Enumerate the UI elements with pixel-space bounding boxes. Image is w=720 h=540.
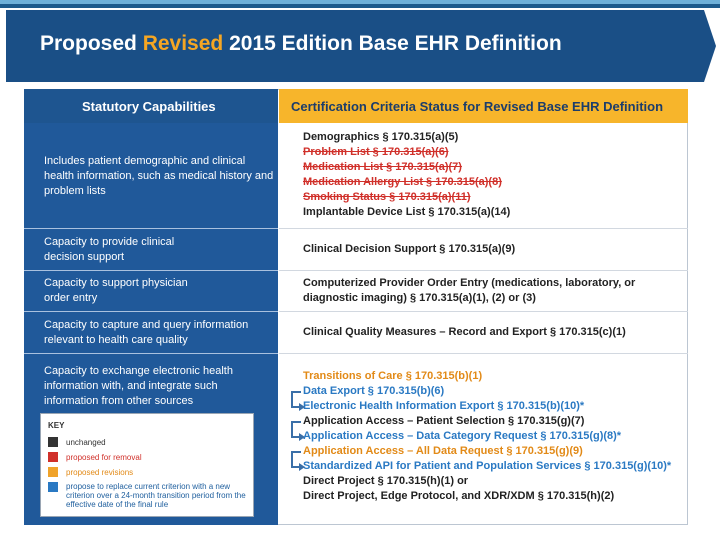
capability-health-information: Includes patient demographic and clinical health information, such as medical history and problem lists — [44, 155, 274, 197]
replacement-bracket — [291, 391, 293, 407]
criterion-app-access-data-category: Application Access – Data Category Request § 170.315(g)(8)* — [303, 430, 622, 442]
criterion-smoking-status: Smoking Status § 170.315(a)(11) — [303, 191, 471, 203]
row-divider — [279, 270, 688, 271]
replacement-arrow-icon — [299, 463, 305, 471]
criterion-cpoe: Computerized Provider Order Entry (medications, laboratory, or diagnostic imaging) § 170.315(a)(1), (2) or (3) — [303, 277, 636, 304]
criterion-app-access-all-data: Application Access – All Data Request § 170.315(g)(9) — [303, 445, 583, 457]
criterion-data-export: Data Export § 170.315(b)(6) — [303, 385, 445, 397]
legend-label-removal: proposed for removal — [66, 453, 142, 462]
criterion-app-access-patient-selection: Application Access – Patient Selection § 170.315(g)(7) — [303, 415, 585, 427]
replacement-arrow-icon — [299, 433, 305, 441]
capability-health-care-quality: Capacity to capture and query information relevant to health care quality — [44, 319, 249, 346]
capabilities-header: Statutory Capabilities — [82, 99, 216, 114]
replacement-arrow-icon — [299, 403, 305, 411]
title-prefix: Proposed — [40, 32, 137, 55]
replacement-bracket — [291, 421, 293, 437]
legend-swatch-revisions — [48, 467, 58, 477]
replacement-bracket — [291, 451, 293, 467]
legend-swatch-unchanged — [48, 437, 58, 447]
criterion-direct-project: Direct Project § 170.315(h)(1) or — [303, 475, 469, 487]
criterion-clinical-decision-support: Clinical Decision Support § 170.315(a)(9) — [303, 243, 516, 255]
row-divider — [24, 228, 278, 229]
capability-exchange-information: Capacity to exchange electronic health information with, and integrate such information from other sources — [44, 365, 233, 407]
capability-order-entry: Capacity to support physician order entry — [44, 277, 188, 304]
header-arrow-shape — [704, 10, 716, 82]
criterion-transitions-of-care: Transitions of Care § 170.315(b)(1) — [303, 370, 483, 382]
capability-clinical-decision-support: Capacity to provide clinical decision support — [44, 236, 175, 263]
replacement-bracket-top — [291, 391, 301, 393]
criterion-standardized-api: Standardized API for Patient and Population Services § 170.315(g)(10)* — [303, 460, 672, 472]
criteria-header: Certification Criteria Status for Revised Base EHR Definition — [291, 99, 664, 114]
legend-label-replace: propose to replace current criterion with a new criterion over a 24-month transition period from the effective date of the final rule — [66, 482, 246, 509]
row-divider — [24, 270, 278, 271]
criterion-demographics: Demographics § 170.315(a)(5) — [303, 131, 459, 143]
criterion-medication-allergy-list: Medication Allergy List § 170.315(a)(8) — [303, 176, 502, 188]
legend-label-unchanged: unchanged — [66, 438, 106, 447]
row-divider — [279, 228, 688, 229]
criterion-implantable-device-list: Implantable Device List § 170.315(a)(14) — [303, 206, 511, 218]
legend-label-revisions: proposed revisions — [66, 468, 134, 477]
slide-title — [40, 32, 562, 56]
criterion-ehi-export: Electronic Health Information Export § 170.315(b)(10)* — [303, 400, 585, 412]
row-divider — [279, 311, 688, 312]
top-decorative-highlight — [0, 0, 720, 4]
criterion-direct-edge-xdr: Direct Project, Edge Protocol, and XDR/XDM § 170.315(h)(2) — [303, 490, 615, 502]
replacement-bracket-top — [291, 451, 301, 453]
row-divider — [24, 311, 278, 312]
criterion-clinical-quality-measures: Clinical Quality Measures – Record and Export § 170.315(c)(1) — [303, 326, 626, 338]
legend-swatch-replace — [48, 482, 58, 492]
criterion-problem-list: Problem List § 170.315(a)(6) — [303, 146, 449, 158]
criterion-medication-list: Medication List § 170.315(a)(7) — [303, 161, 462, 173]
legend-title: KEY — [48, 421, 65, 430]
replacement-bracket-top — [291, 421, 301, 423]
legend-swatch-removal — [48, 452, 58, 462]
title-suffix: 2015 Edition Base EHR Definition — [229, 32, 562, 55]
row-divider — [24, 353, 278, 354]
title-accent: Revised — [142, 32, 224, 55]
row-divider — [279, 353, 688, 354]
